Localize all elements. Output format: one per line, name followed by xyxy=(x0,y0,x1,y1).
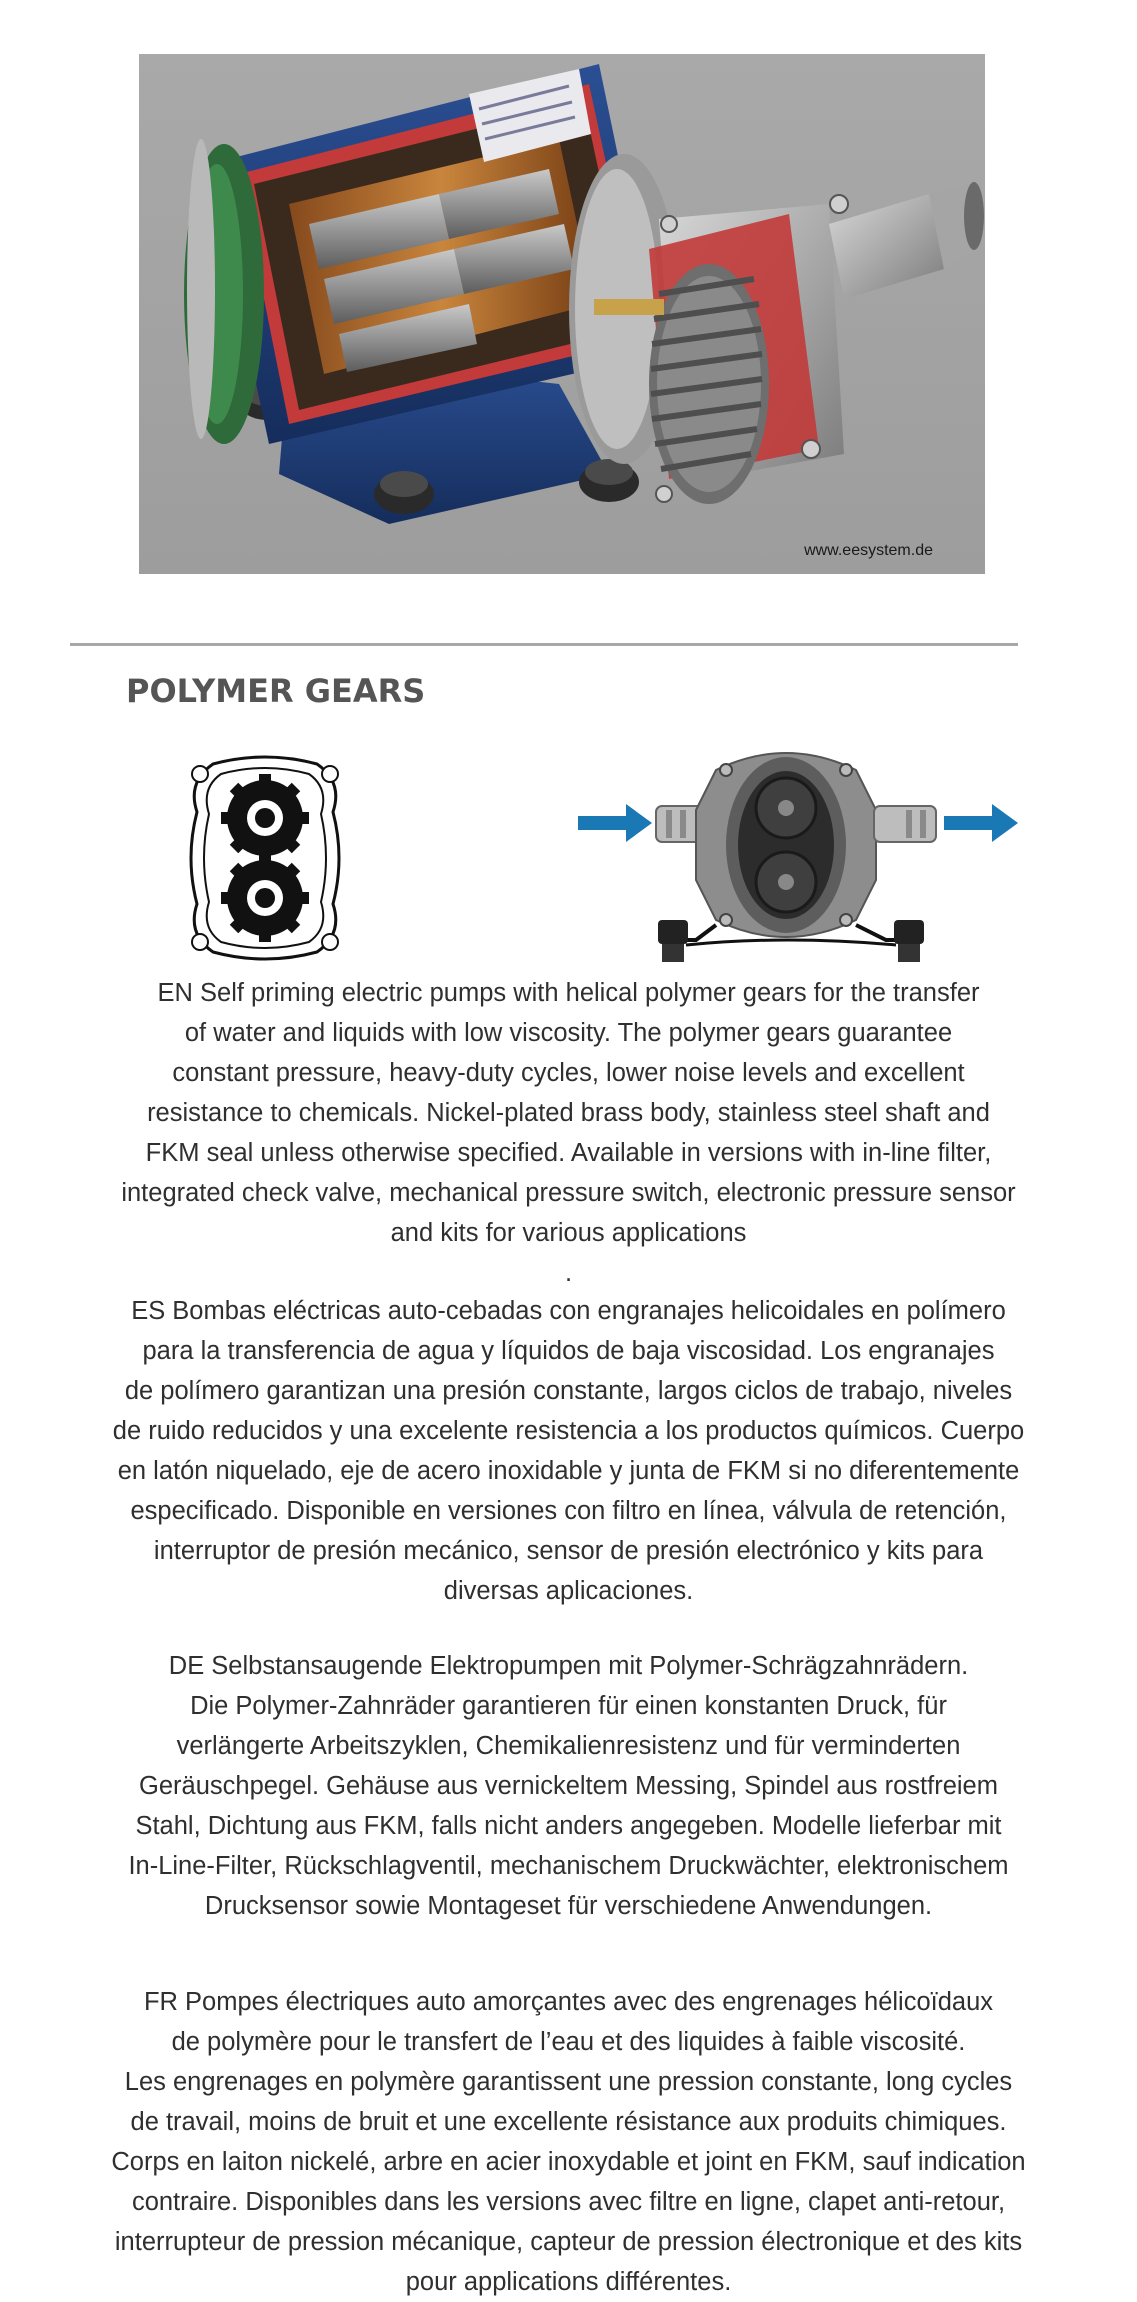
description-en: EN Self priming electric pumps with helical polymer gears for the transfer of water and liquids with low viscosity. The polymer gears guarantee constant pressure, heavy-duty cycles, lower noise levels and excellent resistance to chemicals. Nickel-plated brass body, stainless steel shaft and FKM seal unless otherwise specified. Available in versions with in-line filter, integrated check valve, mechanical pressure switch, electronic pressure sensor and kits for various applications xyxy=(121,979,1016,1247)
pump-flow-icon xyxy=(576,740,1026,970)
pump-cutaway-illustration xyxy=(139,54,985,574)
description-es: ES Bombas eléctricas auto-cebadas con engranajes helicoidales en polímero para la transferencia de agua y líquidos de baja viscosidad. Los engranajes de polímero garantizan una presión constante, largos ciclos de trabajo, niveles de ruido reducidos y una excelente resistencia a los productos químicos. Cuerpo en latón niquelado, eje de acero inoxidable y junta de FKM si no diferentemente especificado. Disponible en versiones con filtro en línea, válvula de retención, interruptor de presión mecánico, sensor de presión electrónico y kits para diversas aplicaciones. xyxy=(112,1297,1025,1605)
section-title: POLYMER GEARS xyxy=(126,672,426,710)
gear-bottom xyxy=(221,854,309,942)
watermark-text: www.eesystem.de xyxy=(804,542,933,559)
flow-arrow-icon xyxy=(944,804,1018,842)
flow-arrow-icon xyxy=(578,804,652,842)
section-divider xyxy=(70,643,1018,646)
description-fr: FR Pompes électriques auto amorçantes avec des engrenages hélicoïdaux de polymère pour le transfert de l’eau et des liquides à faible viscosité. Les engrenages en polymère garantissent une pression constante, long cycles de travail, moins de bruit et une excellente résistance aux produits chimiques. Corps en laiton nickelé, arbre en acier inoxydable et joint en FKM, sauf indication contraire. Disponibles dans les versions avec filtre en ligne, clapet anti-retour, interrupteur de pression mécanique, capteur de pression électronique et des kits pour applications différentes. xyxy=(111,1988,1026,2296)
pump-cutaway-image xyxy=(139,54,985,574)
gear-top xyxy=(221,774,309,862)
description-separator: . xyxy=(564,1259,573,1287)
description-de: DE Selbstansaugende Elektropumpen mit Polymer-Schrägzahnrädern. Die Polymer-Zahnräder garantieren für einen konstanten Druck, für verlängerte Arbeitszyklen, Chemikalienresistenz und für verminderten Geräuschpegel. Gehäuse aus vernickeltem Messing, Spindel aus rostfreiem Stahl, Dichtung aus FKM, falls nicht anders angegeben. Modelle lieferbar mit In-Line-Filter, Rückschlagventil, mechanischem Druckwächter, elektronischem Drucksensor sowie Montageset für verschiedene Anwendungen. xyxy=(128,1652,1009,1920)
gear-pair-icon xyxy=(183,752,347,964)
